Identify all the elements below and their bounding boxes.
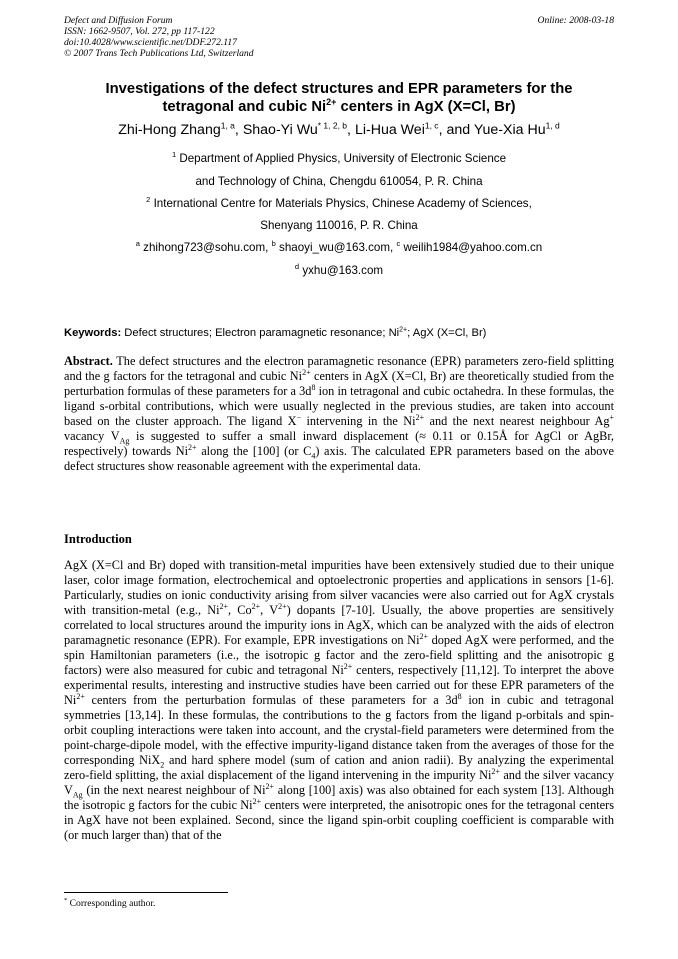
affiliation-2-line-2: Shenyang 110016, P. R. China [260, 219, 418, 232]
email-address[interactable]: zhihong723@sohu.com [139, 241, 266, 254]
abstract-body: The defect structures and the electron paramagnetic resonance (EPR) parameters zero-field splitting and the g factors for the tetragonal and cubic $Ni^{2+}$ centers in AgX (X=Cl, Br) are theoretically studied from the perturbation formulas of these parameters for a $3d^8$ ion in tetragonal and cubic octahedra. In these formulas, the ligand s-orbital contributions, which were usually neglected in the previous studies, are taken into account based on the cluster approach. The ligand X− intervening in the $Ni^{2+}$ and the next nearest neighbour Ag+ vacancy $V_{Ag}$ is suggested to suffer a small inward displacement (≈ 0.11 or 0.15Å for AgCl or AgBr, respectively) towards $Ni^{2+}$ along the [100] (or $C_4$) axis. The calculated EPR parameters based on the above defect structures show reasonable agreement with the experimental data. [64, 354, 615, 473]
keywords: Keywords: Defect structures; Electron paramagnetic resonance; $Ni^{2+}$; AgX (X=Cl, Br) [64, 326, 487, 339]
abstract-label: Abstract. [64, 354, 113, 368]
author-emails: $^a$ zhihong723@sohu.com, $^b$ shaoyi_wu@163.com, $^c$ weilih1984@yahoo.com.cn [135, 239, 543, 254]
title-line-1: Investigations of the defect structures and EPR parameters for the [105, 81, 573, 97]
affiliation-2-line-1: $^2$ International Centre for Materials Physics, Chinese Academy of Sciences, [146, 195, 532, 210]
author-list: Zhi-Hong Zhang$^{1, a}$, Shao-Yi Wu$^{* 1, 2, b}$, Li-Hua Wei$^{1, c}$, and Yue-Xia Hu$^{1, d}$ [118, 120, 560, 138]
footnote-divider [64, 892, 228, 893]
abstract [64, 354, 614, 474]
author-name: Li-Hua Wei [354, 122, 425, 138]
author-name: Zhi-Hong Zhang [118, 122, 221, 138]
keywords-label: Keywords: [64, 327, 122, 339]
email-address[interactable]: shaoyi_wu@163.com [275, 241, 391, 254]
journal-copyright: © 2007 Trans Tech Publications Ltd, Switzerland [64, 48, 254, 59]
online-date: Online: 2008-03-18 [537, 15, 614, 26]
journal-doi: doi:10.4028/www.scientific.net/DDF.272.117 [64, 37, 237, 48]
journal-header [64, 15, 254, 59]
footnote: * Corresponding author. [64, 896, 156, 909]
author-name: Shao-Yi Wu [242, 122, 318, 138]
author-name: Yue-Xia Hu [473, 122, 546, 138]
affiliation-1-line-1: $^1$ Department of Applied Physics, University of Electronic Science [171, 150, 507, 165]
paper-title [70, 80, 608, 116]
introduction-body: AgX (X=Cl and Br) doped with transition-metal impurities have been extensively studied due to their unique laser, color image formation, electrochemical and optoelectronic properties and applications in sensors [1-6]. Particularly, studies on ionic conductivity arising from silver vacancies were also carried out for AgX crystals with transition-metal (e.g., $Ni^{2+}$, $Co^{2+}$, $V^{2+}$) dopants [7-10]. Usually, the above properties are sensitively correlated to local structures around the impurity ions in AgX, which can be analyzed with the aids of electron paramagnetic resonance (EPR). For example, EPR investigations on $Ni^{2+}$ doped AgX were performed, and the spin Hamiltonian parameters (i.e., the isotropic g factor and the zero-field splitting and the anisotropic g factors) were also measured for cubic and tetragonal $Ni^{2+}$ centers, respectively [11,12]. To interpret the above experimental results, interesting and instructive studies have been carried out for these EPR parameters of the $Ni^{2+}$ centers from the perturbation formulas of these parameters for a $3d^8$ ion in cubic and tetragonal symmetries [13,14]. In these formulas, the contributions to the g factors from the ligand p-orbitals and spin-orbit coupling interactions were taken into account, and the crystal-field parameters were determined from the point-charge-dipole model, with the effective impurity-ligand distance taken from the averages of those for the corresponding NiX$_2$ and hard sphere model (sum of cation and anion radii). By analyzing the experimental zero-field splitting, the axial displacement of the ligand intervening in the impurity $Ni^{2+}$ and the silver vacancy $V_{Ag}$ (in the next nearest neighbour of $Ni^{2+}$ along [100] axis) was also obtained for each system [13]. Although the isotropic g factors for the cubic $Ni^{2+}$ centers were interpreted, the anisotropic ones for the tetragonal centers in AgX have not been explained. Second, since the ligand spin-orbit coupling coefficient is comparable with (or much larger than) that of the [64, 558, 615, 842]
section-heading-introduction: Introduction [64, 532, 132, 546]
affiliation-1-line-2: and Technology of China, Chengdu 610054, P. R. China [195, 175, 483, 188]
author-email-d: $^d$ yxhu@163.com [294, 262, 384, 277]
email-address[interactable]: weilih1984@yahoo.com.cn [400, 241, 543, 254]
journal-issn: ISSN: 1662-9507, Vol. 272, pp 117-122 [64, 26, 215, 37]
title-line-2: tetragonal and cubic $Ni^{2+}$ centers in AgX (X=Cl, Br) [162, 97, 516, 115]
journal-name: Defect and Diffusion Forum [64, 15, 173, 26]
